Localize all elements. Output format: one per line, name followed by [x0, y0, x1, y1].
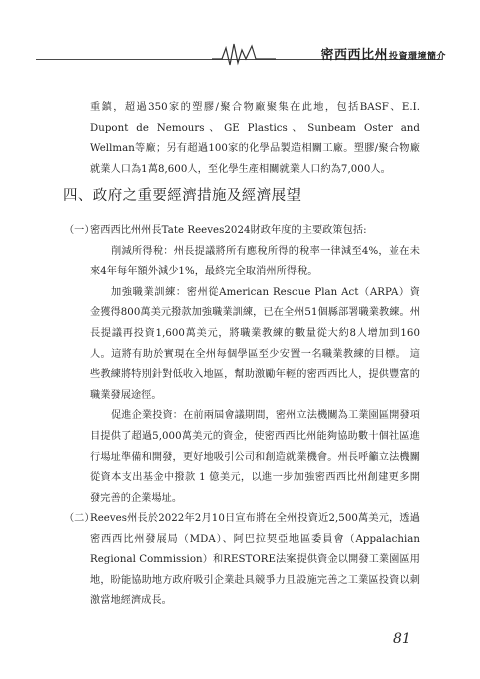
item-1-number: （一） [64, 225, 95, 236]
item-2-number: （二） [64, 513, 95, 524]
policy-item-2 [64, 509, 420, 612]
header-title-sub: 投資環境簡介 [388, 52, 446, 62]
intro-paragraph: 重鎮，超過350家的塑膠/聚合物廠聚集在此地，包括BASF、E.I. Dupont de Nemours、GE Plastics、Sunbeam Oster and Wellman等廠；另有超過100家的化學品製造相關工廠。塑膠/聚合物廠就業人口為1萬8,600人，至化學生產相關就業人口約為7,000人。 [90, 102, 420, 175]
policy-item-1 [64, 221, 420, 509]
page-number: 81 [393, 631, 411, 647]
header-title-main: 密西西比州 [320, 48, 388, 63]
section-heading: 四、政府之重要經濟措施及經濟展望 [63, 188, 302, 204]
item-2-paragraph: Reeves州長於2022年2月10日宣布將在全州投資近2,500萬美元，透過密西西比州發展局（MDA）、阿巴拉契亞地區委員會（Appalachian Regional Commission）和RESTORE法案提供資金以開發工業園區用地，盼能協助地方政府吸引企業赴具競爭力且設施完善之工業區投資以刺激當地經濟成長。 [90, 513, 420, 607]
item-1-paragraph-tax: 削減所得稅：州長提議將所有應稅所得的稅率一律減至4%，並在未來4年每年額外減少1%，最終完全取消州所得稅。 [90, 245, 420, 278]
header-title [320, 44, 446, 63]
intro-block [90, 98, 420, 180]
item-1-lead: 密西西比州州長Tate Reeves2024財政年度的主要政策包括: [90, 225, 367, 236]
heartbeat-wave-icon [212, 40, 276, 68]
item-1-paragraph-training: 加強職業訓練：密州從American Rescue Plan Act（ARPA）資金獲得800萬美元撥款加強職業訓練，已在全州51個縣部署職業教練。州長提議再投資1,600萬美元，將職業教練的數量從大約8人增加到160人。這將有助於實現在全州每個學區至少安置一名職業教練的目標。 這些教練將特別針對低收入地區，幫助激勵年輕的密西西比人，提供豐富的職業發展途徑。 [90, 286, 420, 401]
item-1-paragraph-investment: 促進企業投資：在前兩屆會議期間，密州立法機關為工業園區開發項目提供了超過5,000萬美元的資金，使密西西比州能夠協助數十個社區進行場址準備和開發，更好地吸引公司和創造就業機會。州長呼籲立法機關從資本支出基金中撥款 1 億美元，以進一步加強密西西比州創建更多開發完善的企業場址。 [90, 410, 420, 504]
